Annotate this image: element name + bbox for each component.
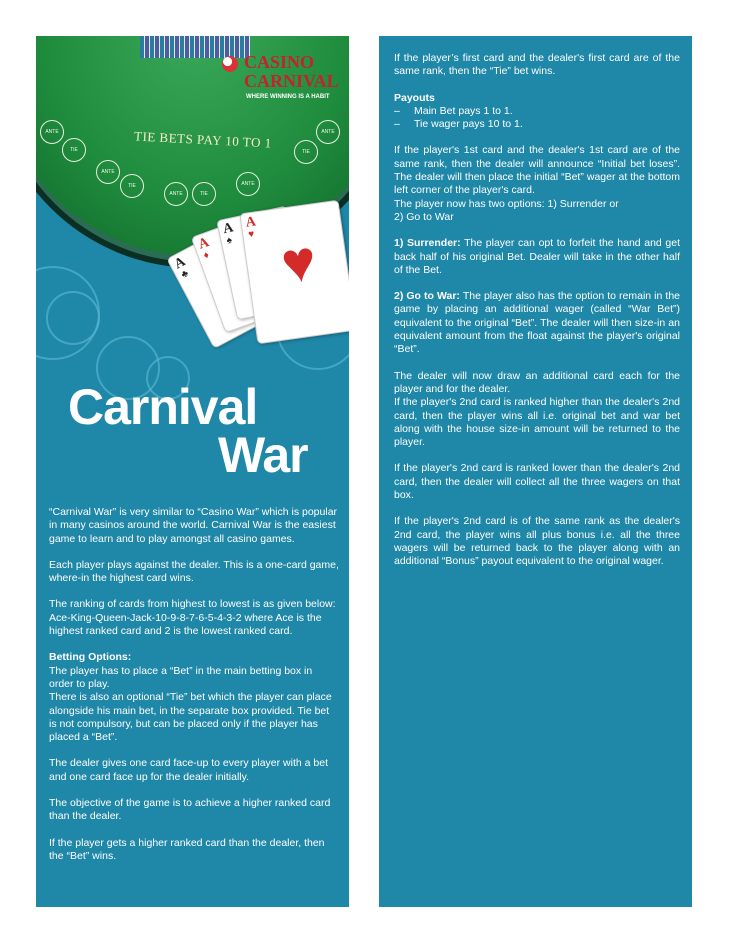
tie-bets-text: TIE BETS PAY 10 TO 1 bbox=[133, 128, 273, 151]
go-to-war-paragraph: 2) Go to War: The player also has the option to remain in the game by placing an additional wager (called “War Bet”) equivalent to the original “Bet”. The dealer will then size-in an equivalent amount from the float against the player's original “Bet”. bbox=[394, 290, 680, 356]
payout-item: – Main Bet pays 1 to 1. bbox=[394, 104, 513, 117]
ace-of-hearts-card: A ♥ ♥ bbox=[239, 200, 349, 345]
left-column-text bbox=[49, 506, 339, 876]
war-rule-paragraph: If the player's 1st card and the dealer's 1st card are of the same rank, then the dealer will announce “Initial bet loses”. The dealer will then place the initial “Bet” wager at the bottom left corner of the player's card. bbox=[394, 144, 680, 197]
right-panel bbox=[379, 36, 692, 907]
ranking-order: Ace-King-Queen-Jack-10-9-8-7-6-5-4-3-2 where Ace is the highest ranked card and 2 is the lowest ranked card. bbox=[49, 611, 322, 638]
same-second-card-paragraph: If the player's 2nd card is of the same rank as the dealer's 2nd card, the player wins all plus bonus i.e. all the three wagers will be returned back to the player along with an additional “Bonus” payout equivalent to the original wager. bbox=[394, 515, 680, 568]
heart-icon: ♥ bbox=[277, 227, 321, 297]
payouts-heading: Payouts bbox=[394, 91, 435, 104]
tie-circle: TIE bbox=[120, 174, 144, 198]
intro-paragraph: “Carnival War” is very similar to “Casino War” which is popular in many casinos around the world. Carnival War is the easiest game to learn and to play amongst all casino games. bbox=[49, 506, 338, 545]
ante-circle: ANTE bbox=[236, 172, 260, 196]
betting-main: The player has to place a “Bet” in the main betting box in order to play. bbox=[49, 664, 313, 690]
payout-item: – Tie wager pays 10 to 1. bbox=[394, 118, 523, 131]
options-line: The player now has two options: 1) Surrender or bbox=[394, 197, 619, 210]
logo-line2: CARNIVAL bbox=[244, 71, 339, 91]
draw-rule-paragraph: The dealer will now draw an additional card each for the player and for the dealer. bbox=[394, 369, 680, 395]
logo-tagline: WHERE WINNING IS A HABIT bbox=[246, 94, 330, 100]
tie-rule-paragraph: If the player’s first card and the dealer's first card are of the same rank, then the “Tie” bet wins. bbox=[394, 52, 680, 78]
left-panel bbox=[36, 36, 349, 907]
players-paragraph: Each player plays against the dealer. This is a one-card game, where-in the highest card wins. bbox=[49, 558, 339, 585]
ace-of-clubs-card: A ♣ bbox=[166, 225, 277, 349]
ante-circle: ANTE bbox=[96, 160, 120, 184]
ace-of-diamonds-card: A ♦ bbox=[191, 213, 294, 333]
tie-circle: TIE bbox=[192, 182, 216, 206]
higher-card-paragraph: If the player gets a higher ranked card than the dealer, then the “Bet” wins. bbox=[49, 836, 325, 862]
ante-circle: ANTE bbox=[40, 120, 64, 144]
option-2-line: 2) Go to War bbox=[394, 210, 454, 223]
ante-circle: ANTE bbox=[316, 120, 340, 144]
higher-second-card-paragraph: If the player's 2nd card is ranked higher than the dealer's 2nd card, then the player wins all i.e. original bet and war bet along with the house size-in amount will be returned to the player. bbox=[394, 396, 680, 449]
deal-paragraph: The dealer gives one card face-up to every player with a bet and one card face up for the dealer initially. bbox=[49, 757, 328, 783]
title-war: War bbox=[218, 427, 308, 483]
tie-circle: TIE bbox=[294, 140, 318, 164]
lower-second-card-paragraph: If the player's 2nd card is ranked lower than the dealer's 2nd card, then the dealer will collect all the three wagers on that box. bbox=[394, 462, 680, 502]
objective-paragraph: The objective of the game is to achieve a higher ranked card than the dealer. bbox=[49, 797, 331, 823]
decorative-swirl bbox=[46, 291, 100, 345]
ranking-intro: The ranking of cards from highest to lowest is as given below: bbox=[49, 598, 336, 611]
logo-line1: CASINO bbox=[244, 52, 315, 72]
casino-carnival-logo bbox=[222, 50, 342, 110]
betting-tie: There is also an optional “Tie” bet which the player can place alongside his main bet, in the separate box provided. Tie bet is not compulsory, but can be placed only if the player has placed a “Bet”. bbox=[49, 691, 332, 744]
logo-ball-icon bbox=[222, 56, 238, 72]
title-carnival: Carnival bbox=[68, 379, 258, 435]
tie-circle: TIE bbox=[62, 138, 86, 162]
right-column-text bbox=[394, 52, 680, 582]
ante-circle: ANTE bbox=[164, 182, 188, 206]
ace-of-spades-card: A ♠ bbox=[216, 206, 308, 321]
betting-heading: Betting Options: bbox=[49, 651, 132, 664]
surrender-paragraph: 1) Surrender: The player can opt to forfeit the hand and get back half of his original Bet. Dealer will take in the other half of the Bet. bbox=[394, 237, 680, 276]
